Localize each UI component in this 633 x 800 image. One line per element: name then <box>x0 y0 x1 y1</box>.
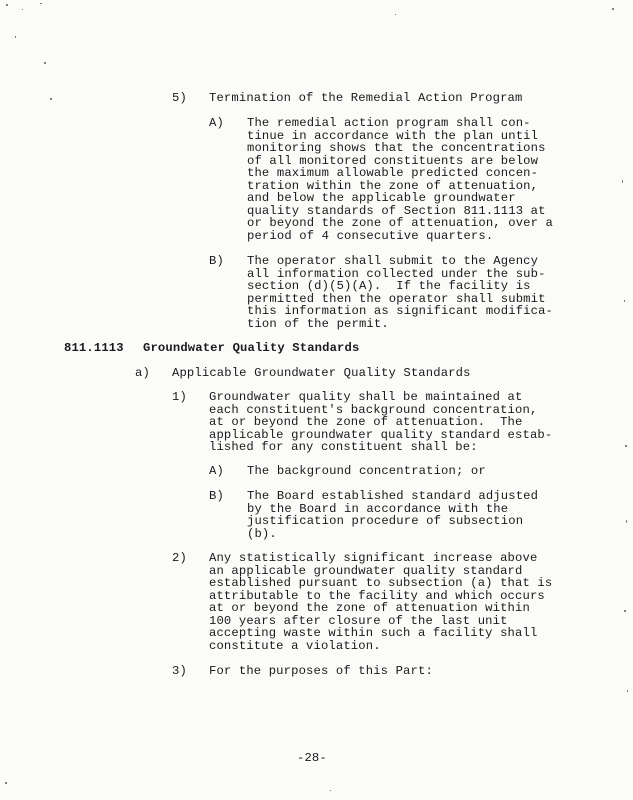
section-number: 811.1113 <box>64 341 124 355</box>
text-line: Any statistically significant increase above <box>209 551 538 565</box>
item-number: 1) <box>172 390 187 404</box>
text-line: 100 years after closure of the last unit <box>209 613 508 628</box>
text-line: established pursuant to subsection (a) that is <box>209 576 553 590</box>
scan-speck <box>624 300 625 302</box>
item-number: 2) <box>172 551 187 565</box>
text-line: The background concentration; or <box>247 464 486 478</box>
text-line: and below the applicable groundwater <box>247 191 516 205</box>
subitem-label: B) <box>209 254 224 268</box>
text-line: at or beyond the zone of attenuation within <box>209 601 530 615</box>
text-line: section (d)(5)(A). If the facility is <box>247 279 531 293</box>
text-line: the maximum allowable predicted concen- <box>247 166 539 180</box>
text-line: justification procedure of subsection <box>247 514 524 528</box>
text-line: this information as significant modifica- <box>247 304 554 318</box>
text-line: accepting waste within such a facility shall <box>209 626 538 640</box>
scan-speck <box>44 62 46 64</box>
scan-speck <box>627 690 628 692</box>
text-line: Groundwater quality shall be maintained at <box>209 390 523 404</box>
text-line: by the Board in accordance with the <box>247 501 509 516</box>
scan-speck <box>50 98 52 100</box>
text-line: tion of the permit. <box>247 316 389 331</box>
scan-speck <box>330 790 331 791</box>
scan-speck <box>625 445 627 447</box>
scan-speck <box>395 14 396 15</box>
item-number: 3) <box>172 664 187 678</box>
text-line: For the purposes of this Part: <box>209 664 433 678</box>
text-line: at or beyond the zone of attenuation. The <box>209 415 523 429</box>
scan-speck <box>22 9 23 10</box>
scan-speck <box>5 782 7 784</box>
text-line: monitoring shows that the concentrations <box>247 141 546 155</box>
subsection-heading: Applicable Groundwater Quality Standards <box>172 366 471 380</box>
text-line: each constituent's background concentration, <box>209 402 538 417</box>
section-title: Groundwater Quality Standards <box>143 341 360 355</box>
subitem-label: B) <box>209 489 224 503</box>
text-line: of all monitored constituents are below <box>247 153 539 168</box>
text-line: attributable to the facility and which occurs <box>209 588 545 603</box>
scan-speck <box>624 610 626 612</box>
scan-speck <box>6 4 8 6</box>
scan-speck <box>15 36 16 38</box>
text-line: period of 4 consecutive quarters. <box>247 228 494 243</box>
text-line: lished for any constituent shall be: <box>209 440 478 454</box>
text-line: an applicable groundwater quality standard <box>209 563 523 578</box>
text-line: tration within the zone of attenuation, <box>247 178 539 193</box>
text-line: The Board established standard adjusted <box>247 489 539 503</box>
subitem-label: A) <box>209 116 224 130</box>
item-number: 5) <box>172 91 187 105</box>
text-line: constitute a violation. <box>209 638 381 653</box>
text-line: all information collected under the sub- <box>247 266 546 281</box>
text-line: The operator shall submit to the Agency <box>247 254 539 268</box>
text-line: (b). <box>247 526 277 541</box>
scan-speck <box>40 3 42 4</box>
item-heading: Termination of the Remedial Action Program <box>209 91 523 105</box>
subitem-label: A) <box>209 464 224 478</box>
text-line: The remedial action program shall con- <box>247 116 531 130</box>
scan-speck <box>622 180 623 183</box>
text-line: tinue in accordance with the plan until <box>247 128 539 143</box>
subsection-label: a) <box>135 366 150 380</box>
scan-speck <box>612 8 614 10</box>
text-line: permitted then the operator shall submit <box>247 291 546 306</box>
text-line: or beyond the zone of attenuation, over a <box>247 216 554 230</box>
page-number: -28- <box>297 751 327 765</box>
scan-speck <box>626 520 627 523</box>
text-line: quality standards of Section 811.1113 at <box>247 203 546 218</box>
text-line: applicable groundwater quality standard estab- <box>209 427 553 442</box>
